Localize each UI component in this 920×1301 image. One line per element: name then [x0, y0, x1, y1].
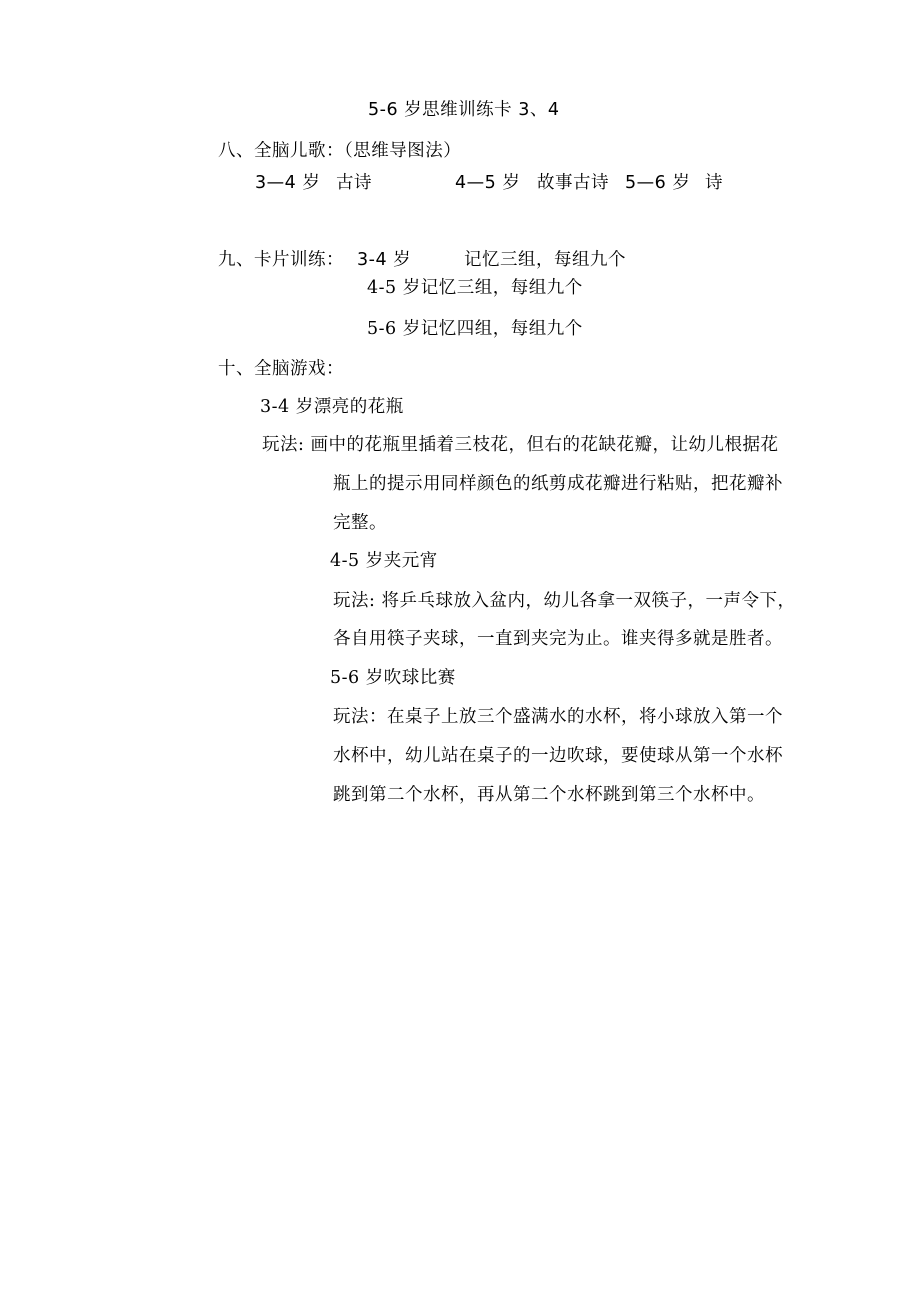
section8-heading: 八、全脑儿歌：（思维导图法） — [218, 141, 462, 161]
section9-item-3-4: 记忆三组，每组九个 — [464, 250, 626, 270]
game1-rule-line3: 完整。 — [333, 513, 387, 533]
section9-heading: 九、卡片训练： — [218, 250, 344, 270]
game3-rule-line3: 跳到第二个水杯，再从第二个水杯跳到第三个水杯中。 — [333, 785, 765, 805]
game1-title: 3-4 岁漂亮的花瓶 — [260, 397, 404, 417]
section8-item-4-5: 故事古诗 — [537, 173, 609, 193]
game2-rule-line2: 各自用筷子夹球，一直到夹完为止。谁夹得多就是胜者。 — [333, 629, 783, 649]
section9-age-3-4: 3-4 岁 — [357, 250, 412, 270]
game3-rule-line2: 水杯中，幼儿站在桌子的一边吹球，要使球从第一个水杯 — [333, 746, 783, 766]
game3-rule-line1: 玩法：在桌子上放三个盛满水的水杯，将小球放入第一个 — [333, 707, 783, 727]
section8-item-5-6: 诗 — [705, 173, 723, 193]
section10-heading: 十、全脑游戏： — [218, 359, 344, 379]
section9-line-5-6: 5-6 岁记忆四组，每组九个 — [367, 319, 583, 339]
game1-rule-line2: 瓶上的提示用同样颜色的纸剪成花瓣进行粘贴，把花瓣补 — [333, 474, 783, 494]
section8-age-5-6: 5—6 岁 — [625, 173, 691, 193]
game2-title: 4-5 岁夹元宵 — [330, 551, 438, 571]
section8-age-3-4: 3—4 岁 — [255, 173, 321, 193]
section8-item-3-4: 古诗 — [336, 173, 372, 193]
game1-rule-line1: 玩法: 画中的花瓶里插着三枝花，但右的花缺花瓣，让幼儿根据花 — [262, 435, 779, 455]
game2-rule-line1: 玩法: 将乒乓球放入盆内，幼儿各拿一双筷子，一声令下， — [333, 591, 796, 611]
section8-age-4-5: 4—5 岁 — [455, 173, 521, 193]
section9-line-4-5: 4-5 岁记忆三组，每组九个 — [367, 278, 583, 298]
document-title: 5-6 岁思维训练卡 3、4 — [368, 100, 560, 120]
game3-title: 5-6 岁吹球比赛 — [330, 668, 456, 688]
